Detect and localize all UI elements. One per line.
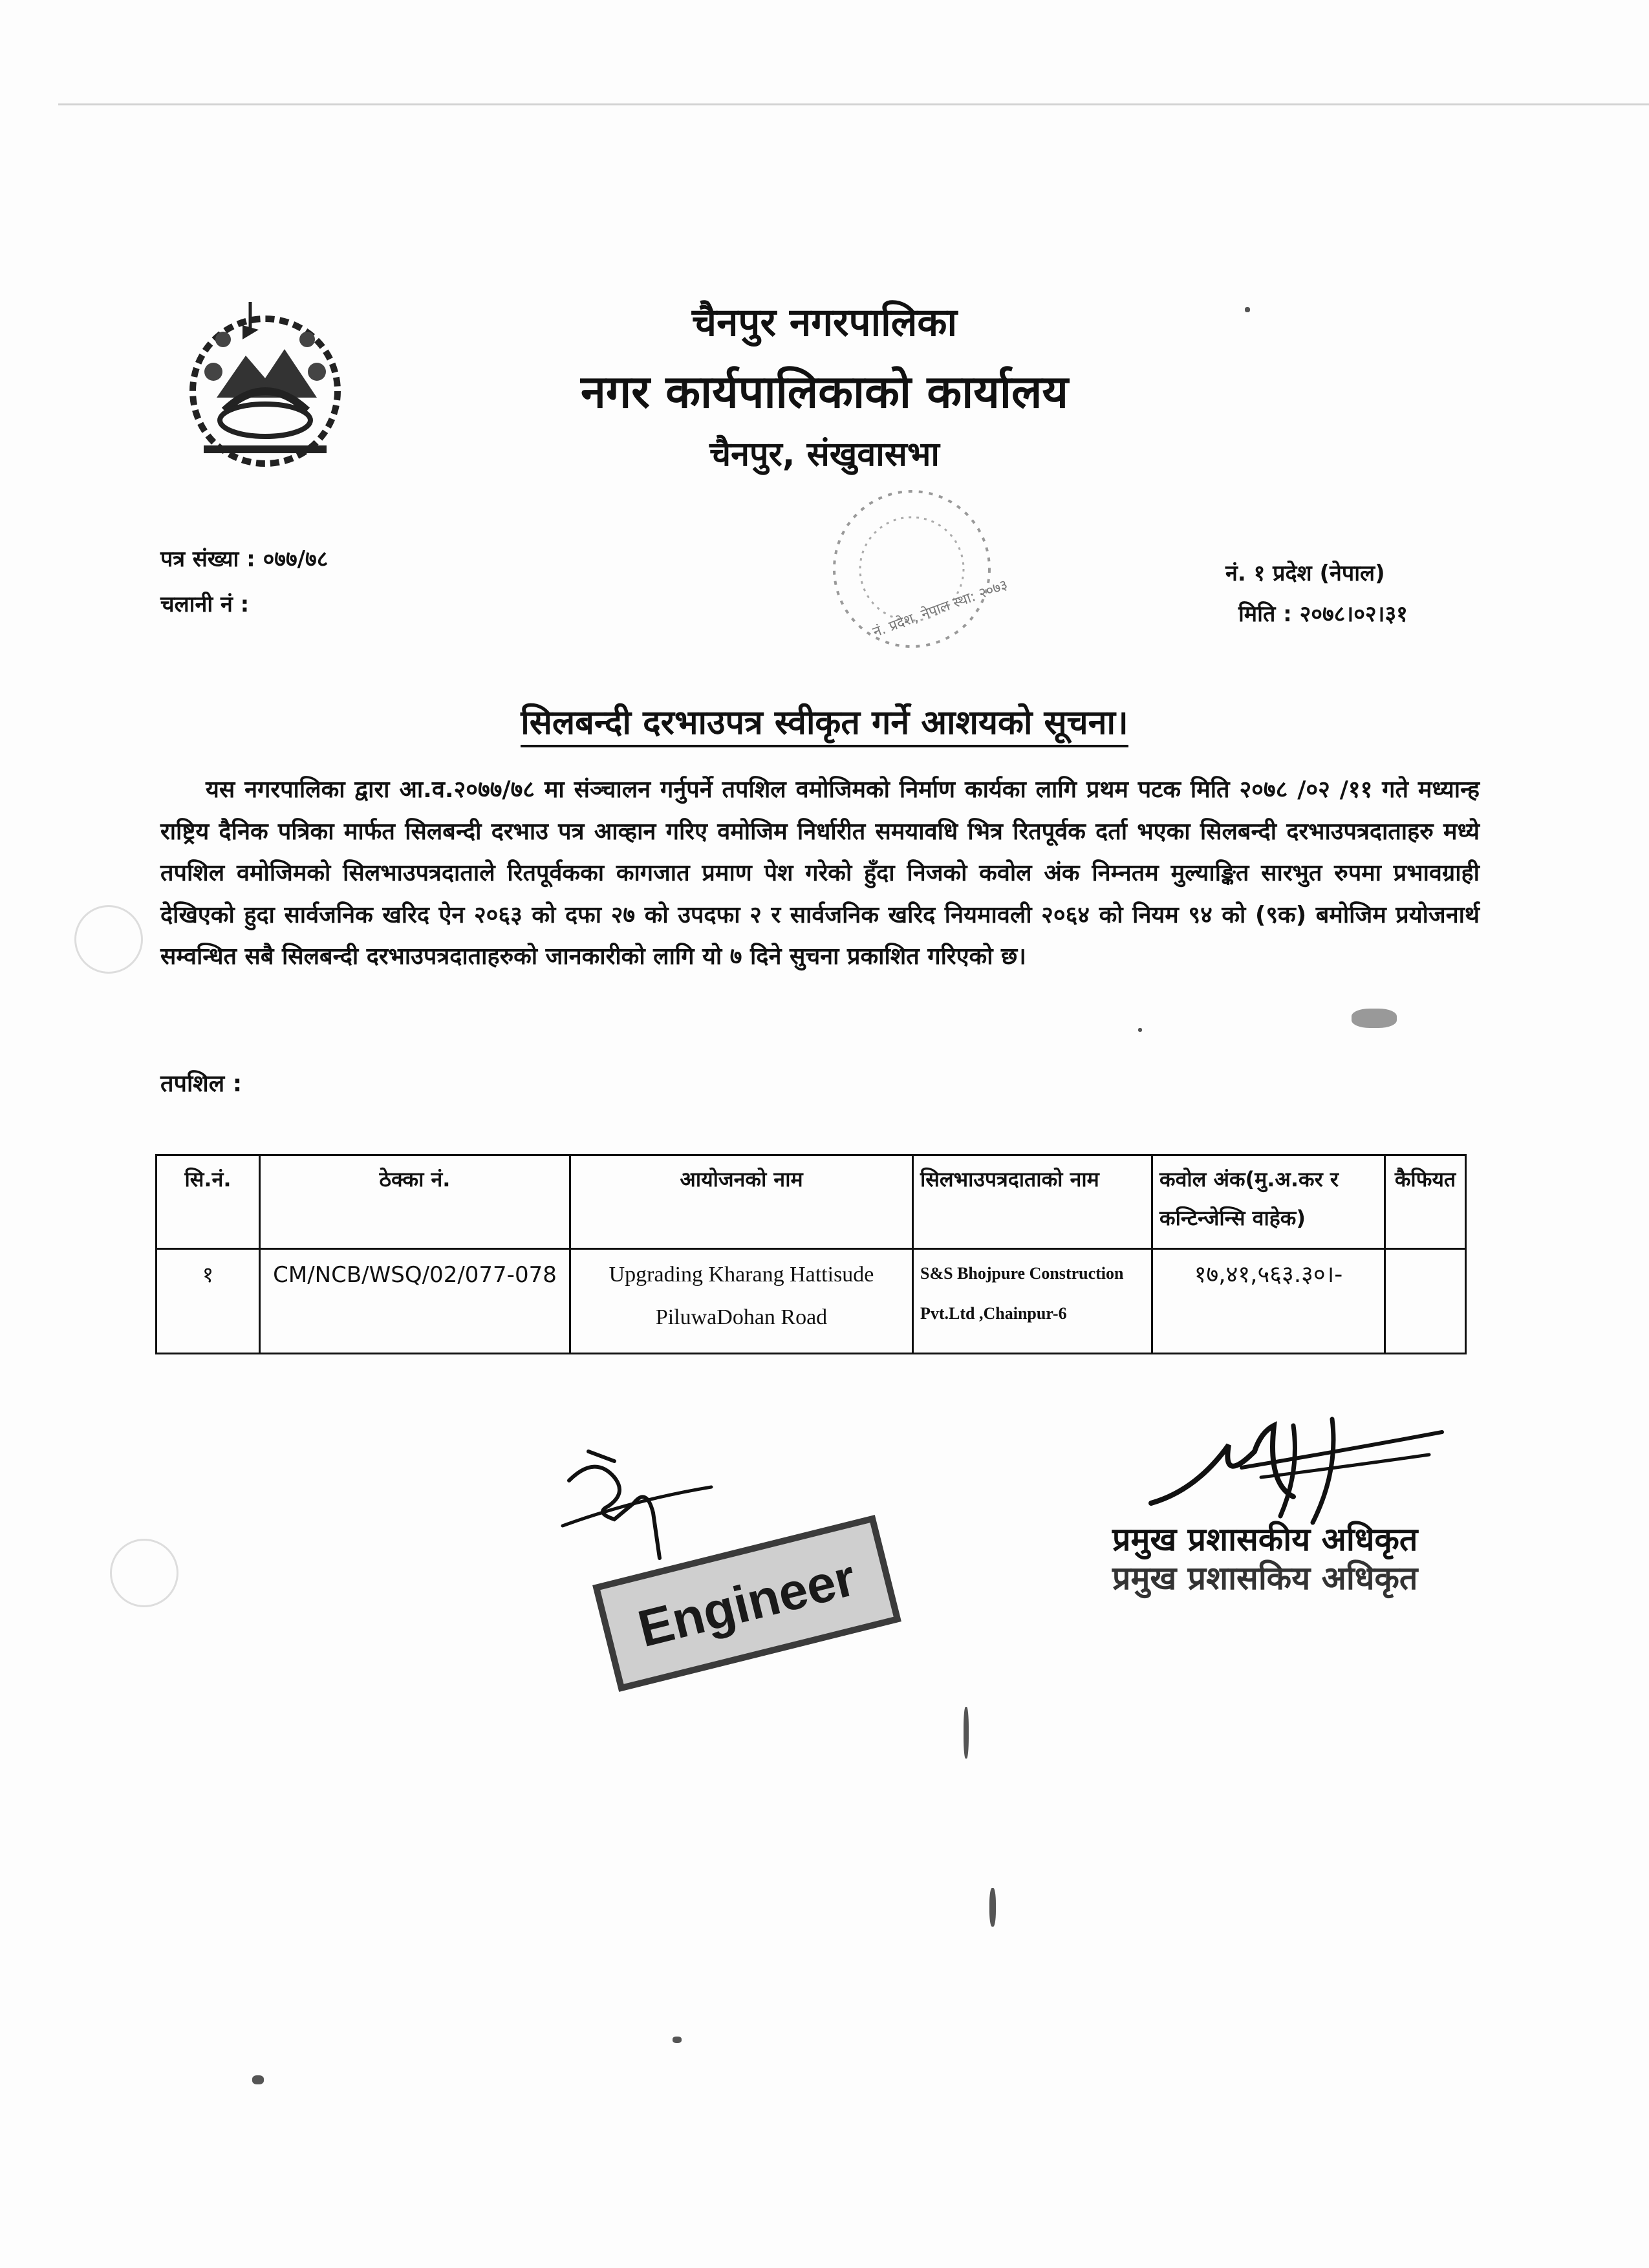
- header-project-name: आयोजनको नाम: [570, 1155, 913, 1249]
- cell-remarks: [1385, 1249, 1466, 1354]
- header-bidder: सिलभाउपत्रदाताको नाम: [913, 1155, 1152, 1249]
- scan-speck: [989, 1888, 996, 1927]
- scan-speck: [252, 2075, 264, 2084]
- engineer-signature: [556, 1442, 724, 1571]
- header-amount: कवोल अंक(मु.अ.कर र कन्टिन्जेन्सि वाहेक): [1152, 1155, 1385, 1249]
- punch-hole-mark: [74, 905, 143, 974]
- scan-top-line: [58, 103, 1649, 105]
- letter-date: मिति : २०७८।०२।३१: [1238, 601, 1408, 627]
- notice-title-text: सिलबन्दी दरभाउपत्र स्वीकृत गर्ने आशयको सूचना।: [521, 703, 1128, 747]
- scan-speck: [1352, 1009, 1397, 1028]
- cell-amount: १७,४१,५६३.३०।-: [1152, 1249, 1385, 1354]
- office-name: नगर कार्यपालिकाको कार्यालय: [580, 365, 1069, 418]
- municipality-name: चैनपुर नगरपालिका: [692, 300, 957, 345]
- cell-contract-no: CM/NCB/WSQ/02/077-078: [260, 1249, 570, 1354]
- office-address: चैनपुर, संखुवासभा: [709, 435, 940, 474]
- dispatch-number: चलानी नं :: [160, 592, 250, 617]
- punch-hole-mark: [110, 1539, 178, 1607]
- header-sn: सि.नं.: [156, 1155, 260, 1249]
- signatory-stamp-title: प्रमुख प्रशासकिय अधिकृत: [1112, 1559, 1418, 1597]
- header-remarks: कैफियत: [1385, 1155, 1466, 1249]
- officer-signature: [1145, 1406, 1449, 1529]
- table-row: [156, 1249, 1466, 1354]
- cell-project-name: Upgrading Kharang Hattisude PiluwaDohan Road: [570, 1249, 913, 1354]
- scan-speck: [673, 2037, 682, 2043]
- details-label: तपशिल :: [160, 1071, 242, 1097]
- scan-speck: [964, 1707, 969, 1759]
- signatory-title: प्रमुख प्रशासकीय अधिकृत: [1112, 1521, 1418, 1558]
- notice-body: यस नगरपालिका द्वारा आ.व.२०७७/७८ मा संञ्चालन गर्नुपर्ने तपशिल वमोजिमको निर्माण कार्यका लागि प्रथम पटक मिति २०७८ /०२ /११ गते मध्यान्ह राष्ट्रिय दैनिक पत्रिका मार्फत सिलबन्दी दरभाउ पत्र आव्हान गरिए वमोजिम निर्धारीत समयावधि भित्र रितपूर्वक दर्ता भएका सिलबन्दी दरभाउपत्रदाताहरु मध्ये तपशिल वमोजिमको सिलभाउपत्रदाताले रितपूर्वकका कागजात प्रमाण पेश गरेको हुँदा निजको कवोल अंक निम्नतम मुल्याङ्कित सारभुत रुपमा प्रभावग्राही देखिएको हुदा सार्वजनिक खरिद ऐन २०६३ को दफा २७ को उपदफा २ र सार्वजनिक खरिद नियमावली २०६४ को नियम ९४ को (९क) बमोजिम प्रयोजनार्थ सम्वन्धित सबै सिलबन्दी दरभाउपत्रदाताहरुको जानकारीको लागि यो ७ दिने सुचना प्रकाशित गरिएको छ।: [160, 776, 1480, 970]
- header-contract-no: ठेक्का नं.: [260, 1155, 570, 1249]
- cell-sn: १: [156, 1249, 260, 1354]
- stamp-text: Engineer: [632, 1548, 861, 1658]
- cell-bidder: S&S Bhojpure Construction Pvt.Ltd ,Chainpur-6: [913, 1249, 1152, 1354]
- scan-speck: [1138, 1028, 1142, 1032]
- seal-text: नं. प्रदेश, नेपाल स्था: २०७३: [870, 577, 1010, 641]
- bid-table: [155, 1154, 1467, 1354]
- office-seal-icon: [770, 478, 1028, 672]
- province-label: नं. १ प्रदेश (नेपाल): [1225, 561, 1385, 586]
- scan-speck: [1245, 307, 1250, 312]
- letter-number: पत्र संख्या : ०७७/७८: [160, 546, 329, 572]
- table-header-row: [156, 1155, 1466, 1249]
- notice-title: [0, 698, 1649, 744]
